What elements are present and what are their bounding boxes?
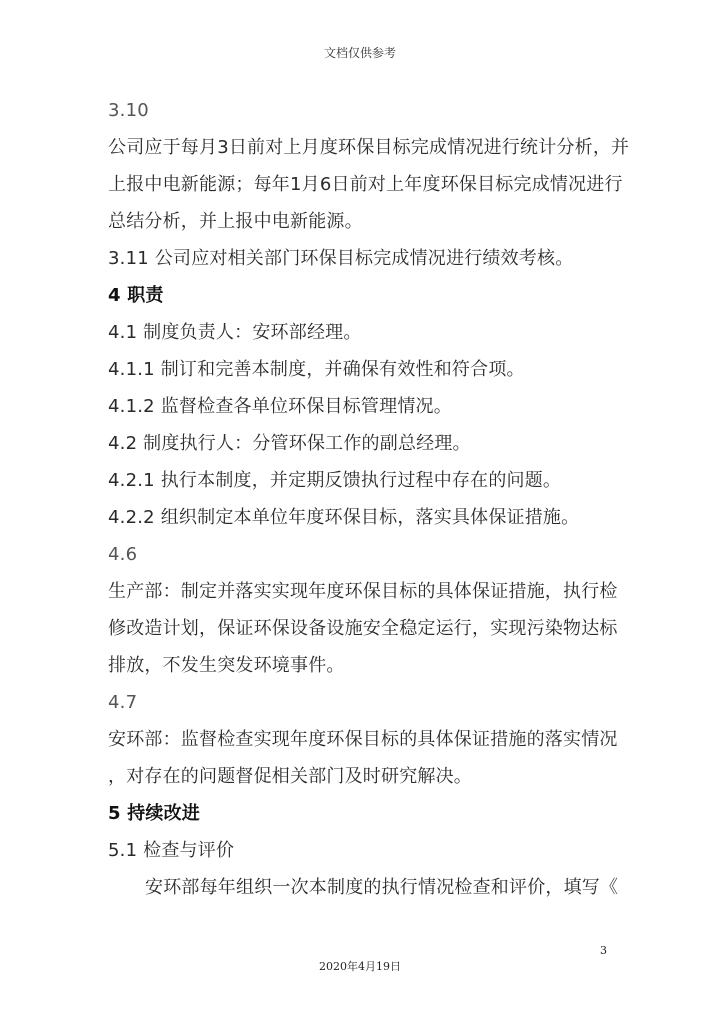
paragraph-line: 5.1 检查与评价 (108, 840, 235, 861)
document-body (108, 92, 630, 906)
paragraph-line: 排放，不发生突发环境事件。 (108, 655, 345, 676)
paragraph-line: 安环部每年组织一次本制度的执行情况检查和评价，填写《 (145, 877, 619, 898)
paragraph-line: 总结分析，并上报中电新能源。 (108, 211, 363, 232)
section-heading: 4 职责 (108, 285, 164, 306)
page-number: 3 (600, 944, 607, 957)
paragraph-line: 4.2 制度执行人：分管环保工作的副总经理。 (108, 433, 471, 454)
paragraph-line: 3.11 公司应对相关部门环保目标完成情况进行绩效考核。 (108, 248, 574, 269)
paragraph-line: 4.7 (108, 692, 138, 713)
paragraph-line: 上报中电新能源；每年1月6日前对上年度环保目标完成情况进行 (108, 174, 623, 195)
paragraph-line: 修改造计划，保证环保设备设施安全稳定运行，实现污染物达标 (108, 618, 618, 639)
paragraph-line: 公司应于每月3日前对上月度环保目标完成情况进行统计分析，并 (108, 137, 630, 158)
paragraph-line: 安环部：监督检查实现年度环保目标的具体保证措施的落实情况 (108, 729, 618, 750)
page-header: 文档仅供参考 (323, 46, 396, 60)
paragraph-line: 4.1.2 监督检查各单位环保目标管理情况。 (108, 396, 452, 417)
paragraph-line: 4.6 (108, 544, 138, 565)
paragraph-line: 4.1 制度负责人：安环部经理。 (108, 322, 362, 343)
paragraph-line: 4.2.1 执行本制度，并定期反馈执行过程中存在的问题。 (108, 470, 562, 491)
paragraph-line: 生产部：制定并落实实现年度环保目标的具体保证措施，执行检 (108, 581, 618, 602)
paragraph-line: 4.1.1 制订和完善本制度，并确保有效性和符合项。 (108, 359, 525, 380)
section-heading: 5 持续改进 (108, 803, 200, 824)
paragraph-line: 4.2.2 组织制定本单位年度环保目标，落实具体保证措施。 (108, 507, 580, 528)
paragraph-line: 3.10 (108, 100, 149, 121)
page-footer-date: 2020年4月19日 (319, 960, 401, 973)
paragraph-line: ，对存在的问题督促相关部门及时研究解决。 (108, 766, 472, 787)
